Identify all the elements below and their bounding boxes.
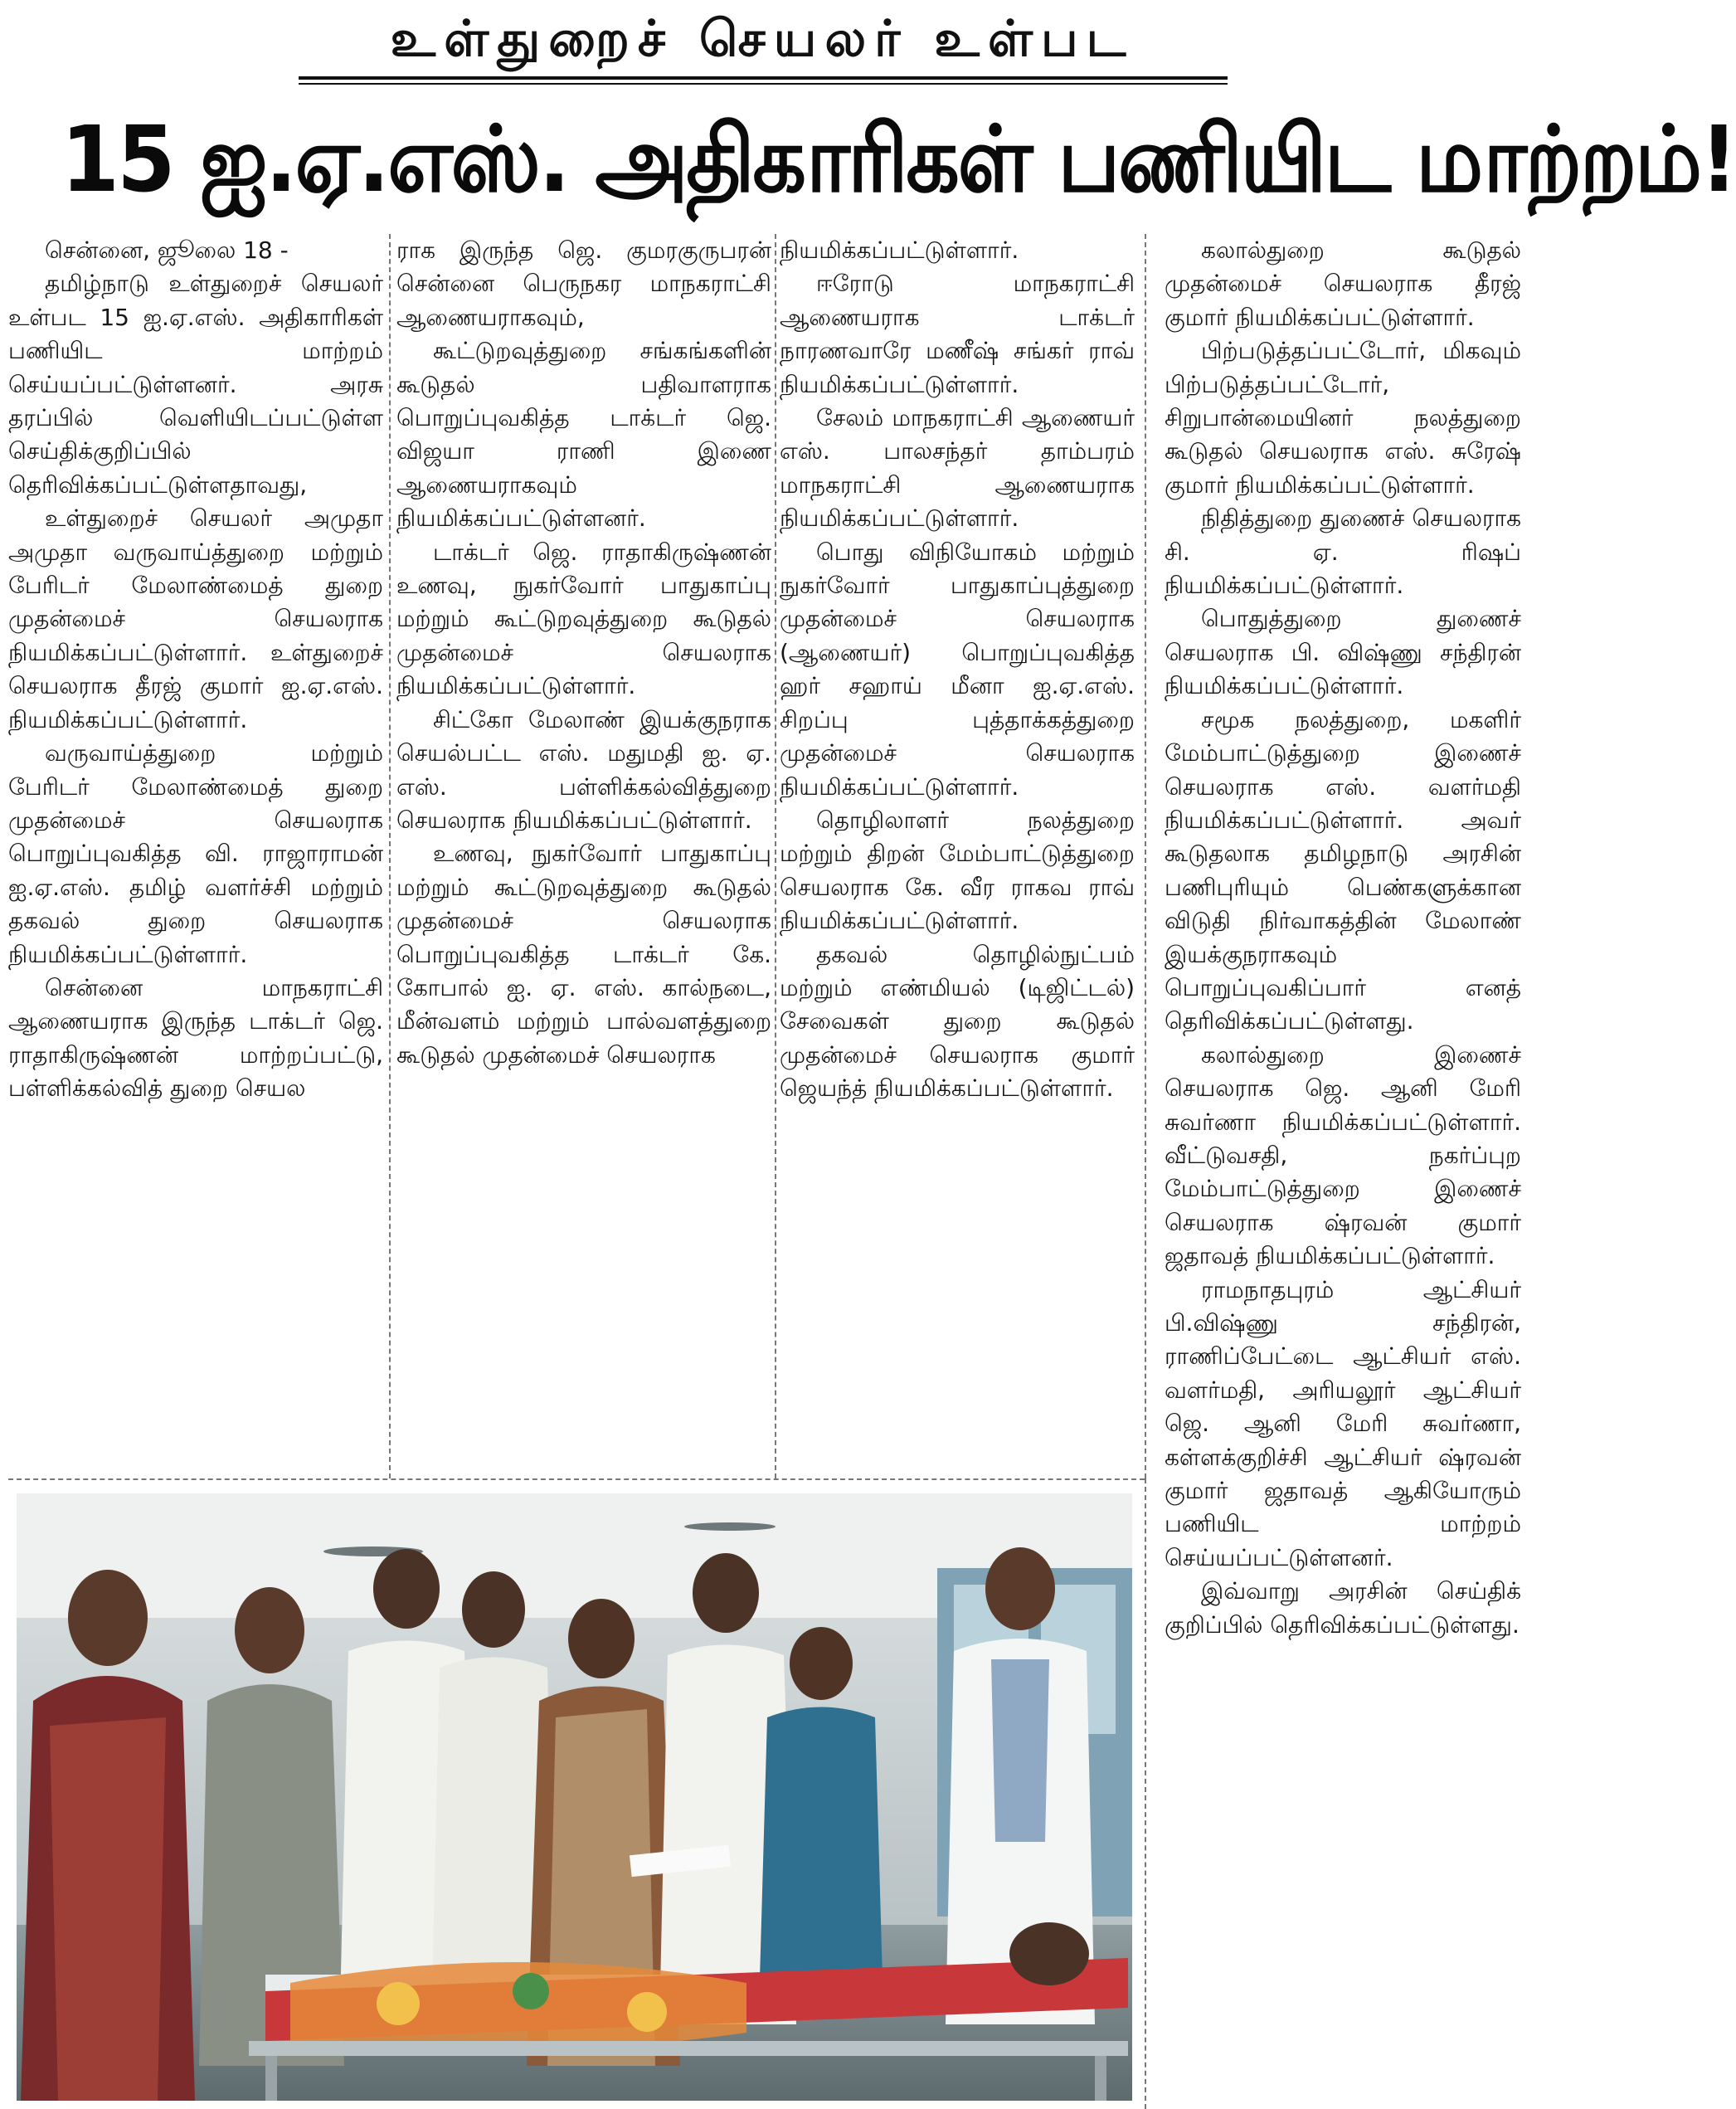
paragraph: தொழிலாளர் நலத்துறை மற்றும் திறன் மேம்பாட்டுத்துறை செயலராக கே. வீர ராகவ ராவ் நியமிக்கப்பட்டுள்ளார். xyxy=(780,806,1135,935)
main-headline: 15 ஐ.ஏ.எஸ். அதிகாரிகள் பணியிட மாற்றம்! xyxy=(61,106,1736,212)
paragraph: டாக்டர் ஜெ. ராதாகிருஷ்ணன் உணவு, நுகர்வோர் பாதுகாப்பு மற்றும் கூட்டுறவுத்துறை கூடுதல் முதன்மைச் செயலராக நியமிக்கப்பட்டுள்ளார். xyxy=(396,538,771,700)
paragraph: சிட்கோ மேலாண் இயக்குநராக செயல்பட்ட எஸ். மதுமதி ஐ. ஏ. எஸ். பள்ளிக்கல்வித்துறை செயலராக நியமிக்கப்பட்டுள்ளார். xyxy=(396,705,771,834)
paragraph: தமிழ்நாடு உள்துறைச் செயலர் உள்பட 15 ஐ.ஏ.எஸ். அதிகாரிகள் பணியிட மாற்றம் செய்யப்பட்டுள்ளனர். அரசு தரப்பில் வெளியிடப்பட்டுள்ள செய்திக்குறிப்பில் தெரிவிக்கப்பட்டுள்ளதாவது, xyxy=(8,270,383,499)
article-column-4 xyxy=(1165,234,1521,1642)
hospital-ward-visit-photo xyxy=(17,1493,1132,2101)
dateline: சென்னை, ஜூலை 18 - xyxy=(45,236,289,264)
paragraph: தகவல் தொழில்நுட்பம் மற்றும் எண்மியல் (டிஜிட்டல்) சேவைகள் துறை கூடுதல் முதன்மைச் செயலராக குமார் ஜெயந்த் நியமிக்கப்பட்டுள்ளார். xyxy=(780,940,1135,1103)
paragraph: இவ்வாறு அரசின் செய்திக் குறிப்பில் தெரிவிக்கப்பட்டுள்ளது. xyxy=(1165,1577,1521,1639)
paragraph: ராமநாதபுரம் ஆட்சியர் பி.விஷ்ணு சந்திரன், ராணிப்பேட்டை ஆட்சியர் எஸ். வளர்மதி, அரியலூர் ஆட்சியர் ஜெ. ஆனி மேரி சுவர்ணா, கள்ளக்குறிச்சி ஆட்சியர் ஷ்ரவன் குமார் ஜதாவத் ஆகியோரும் பணியிட மாற்றம் செய்யப்பட்டுள்ளனர். xyxy=(1165,1275,1521,1571)
paragraph: நிதித்துறை துணைச் செயலராக சி. ஏ. ரிஷப் நியமிக்கப்பட்டுள்ளார். xyxy=(1165,504,1521,600)
paragraph: சேலம் மாநகராட்சி ஆணையர் எஸ். பாலசந்தர் தாம்பரம் மாநகராட்சி ஆணையராக நியமிக்கப்பட்டுள்ளார். xyxy=(780,404,1135,533)
paragraph: கலால்துறை இணைச் செயலராக ஜெ. ஆனி மேரி சுவர்ணா நியமிக்கப்பட்டுள்ளார். வீட்டுவசதி, நகர்ப்புற மேம்பாட்டுத்துறை இணைச் செயலராக ஷ்ரவன் குமார் ஜதாவத் நியமிக்கப்பட்டுள்ளார். xyxy=(1165,1040,1521,1270)
photo-illustration xyxy=(17,1493,1132,2101)
photo-top-divider xyxy=(8,1478,1145,1480)
kicker-headline: உள்துறைச் செயலர் உள்பட xyxy=(390,10,1135,68)
column-divider-lower xyxy=(1145,1478,1146,2109)
paragraph: பொது விநியோகம் மற்றும் நுகர்வோர் பாதுகாப்புத்துறை முதன்மைச் செயலராக (ஆணையர்) பொறுப்புவகித்த ஹர் சஹாய் மீனா ஐ.ஏ.எஸ். சிறப்பு புத்தாக்கத்துறை முதன்மைச் செயலராக நியமிக்கப்பட்டுள்ளார். xyxy=(780,538,1135,801)
column-divider xyxy=(389,234,391,1478)
paragraph-continued: ராக இருந்த ஜெ. குமரகுருபரன் சென்னை பெருநகர மாநகராட்சி ஆணையராகவும், xyxy=(396,236,771,331)
paragraph: சென்னை மாநகராட்சி ஆணையராக இருந்த டாக்டர் ஜெ. ராதாகிருஷ்ணன் மாற்றப்பட்டு, பள்ளிக்கல்வித் துறை செயல xyxy=(8,973,383,1103)
article-column-1 xyxy=(8,234,383,1106)
kicker-underline-thin xyxy=(299,83,1228,85)
paragraph: உள்துறைச் செயலர் அமுதா அமுதா வருவாய்த்துறை மற்றும் பேரிடர் மேலாண்மைத் துறை முதன்மைச் செயலராக நியமிக்கப்பட்டுள்ளார். உள்துறைச் செயலராக தீரஜ் குமார் ஐ.ஏ.எஸ். நியமிக்கப்பட்டுள்ளார். xyxy=(8,504,383,733)
paragraph: ஈரோடு மாநகராட்சி ஆணையராக டாக்டர் நாரணவாரே மணீஷ் சங்கர் ராவ் நியமிக்கப்பட்டுள்ளார். xyxy=(780,270,1135,398)
paragraph: உணவு, நுகர்வோர் பாதுகாப்பு மற்றும் கூட்டுறவுத்துறை கூடுதல் முதன்மைச் செயலராக பொறுப்புவகித்த டாக்டர் கே. கோபால் ஐ. ஏ. எஸ். கால்நடை, மீன்வளம் மற்றும் பால்வளத்துறை கூடுதல் முதன்மைச் செயலராக xyxy=(396,840,771,1069)
paragraph: பொதுத்துறை துணைச் செயலராக பி. விஷ்ணு சந்திரன் நியமிக்கப்பட்டுள்ளார். xyxy=(1165,605,1521,700)
column-divider xyxy=(1145,234,1146,1478)
paragraph-continued: நியமிக்கப்பட்டுள்ளார். xyxy=(780,236,1019,264)
paragraph: வருவாய்த்துறை மற்றும் பேரிடர் மேலாண்மைத் துறை முதன்மைச் செயலராக பொறுப்புவகித்த வி. ராஜாராமன் ஐ.ஏ.எஸ். தமிழ் வளர்ச்சி மற்றும் தகவல் துறை செயலராக நியமிக்கப்பட்டுள்ளார். xyxy=(8,739,383,968)
paragraph: பிற்படுத்தப்பட்டோர், மிகவும் பிற்படுத்தப்பட்டோர், சிறுபான்மையினர் நலத்துறை கூடுதல் செயலராக எஸ். சுரேஷ் குமார் நியமிக்கப்பட்டுள்ளார். xyxy=(1165,337,1521,499)
paragraph: கூட்டுறவுத்துறை சங்கங்களின் கூடுதல் பதிவாளராக பொறுப்புவகித்த டாக்டர் ஜெ. விஜயா ராணி இணை ஆணையராகவும் நியமிக்கப்பட்டுள்ளனர். xyxy=(396,337,771,533)
column-divider xyxy=(775,234,776,1478)
kicker-underline xyxy=(299,76,1228,80)
paragraph: சமூக நலத்துறை, மகளிர் மேம்பாட்டுத்துறை இணைச் செயலராக எஸ். வளர்மதி நியமிக்கப்பட்டுள்ளார். அவர் கூடுதலாக தமிழநாடு அரசின் பணிபுரியும் பெண்களுக்கான விடுதி நிர்வாகத்தின் மேலாண் இயக்குநராகவும் பொறுப்புவகிப்பார் எனத் தெரிவிக்கப்பட்டுள்ளது. xyxy=(1165,705,1521,1035)
article-column-3 xyxy=(780,234,1135,1106)
article-column-2 xyxy=(396,234,771,1072)
paragraph: கலால்துறை கூடுதல் முதன்மைச் செயலராக தீரஜ் குமார் நியமிக்கப்பட்டுள்ளார். xyxy=(1165,236,1521,331)
